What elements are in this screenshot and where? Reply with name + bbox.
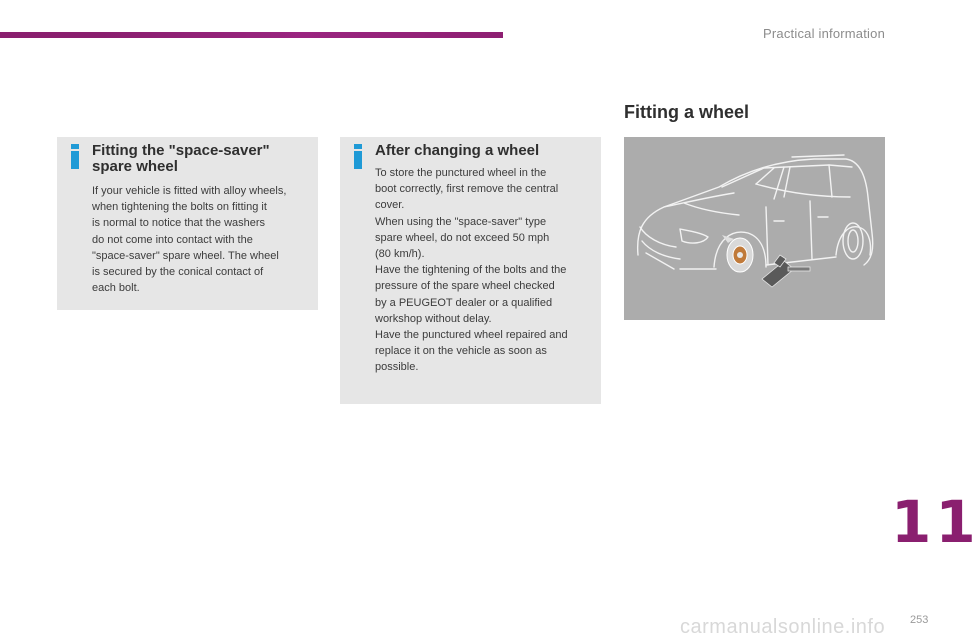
info-icon	[69, 144, 81, 169]
body-line: by a PEUGEOT dealer or a qualified	[375, 296, 553, 309]
body-line: Have the tightening of the bolts and the	[375, 264, 567, 277]
body-line: Have the punctured wheel repaired and	[375, 329, 568, 342]
body-line: pressure of the spare wheel checked	[375, 280, 555, 293]
body-line: do not come into contact with the	[92, 233, 253, 246]
body-line: is normal to notice that the washers	[92, 217, 266, 230]
chapter-number: 11	[891, 488, 980, 556]
box-title: After changing a wheel	[375, 142, 540, 159]
body-line: each bolt.	[92, 282, 140, 295]
body-line: If your vehicle is fitted with alloy wheels,	[92, 185, 287, 197]
info-icon	[352, 144, 364, 169]
body-line: when tightening the bolts on fitting it	[92, 201, 267, 214]
body-line: spare wheel, do not exceed 50 mph	[375, 231, 550, 244]
body-line: When using the "space-saver" type	[375, 215, 547, 228]
body-line: replace it on the vehicle as soon as	[375, 345, 547, 358]
box-title: Fitting the "space-saver" spare wheel	[92, 142, 270, 175]
section-title: Practical information	[763, 26, 885, 41]
box-body	[375, 165, 595, 376]
body-line: "space-saver" spare wheel. The wheel	[92, 249, 279, 262]
body-line: cover.	[375, 199, 405, 212]
chapter-color-bar	[0, 32, 503, 38]
car-wheel-illustration	[624, 137, 885, 320]
watermark: carmanualsonline.info	[680, 616, 886, 638]
body-line: (80 km/h).	[375, 248, 425, 261]
car-jack-drawing	[624, 137, 885, 320]
body-line: is secured by the conical contact of	[92, 266, 264, 279]
page-number: 253	[910, 614, 929, 626]
box-body	[92, 183, 312, 296]
body-line: To store the punctured wheel in the	[375, 167, 547, 179]
body-line: boot correctly, first remove the central	[375, 183, 559, 196]
info-box-after-changing	[340, 137, 601, 404]
info-box-space-saver	[57, 137, 318, 310]
body-line: workshop without delay.	[375, 312, 492, 325]
page-title: Fitting a wheel	[624, 102, 750, 122]
body-line: possible.	[375, 361, 419, 374]
